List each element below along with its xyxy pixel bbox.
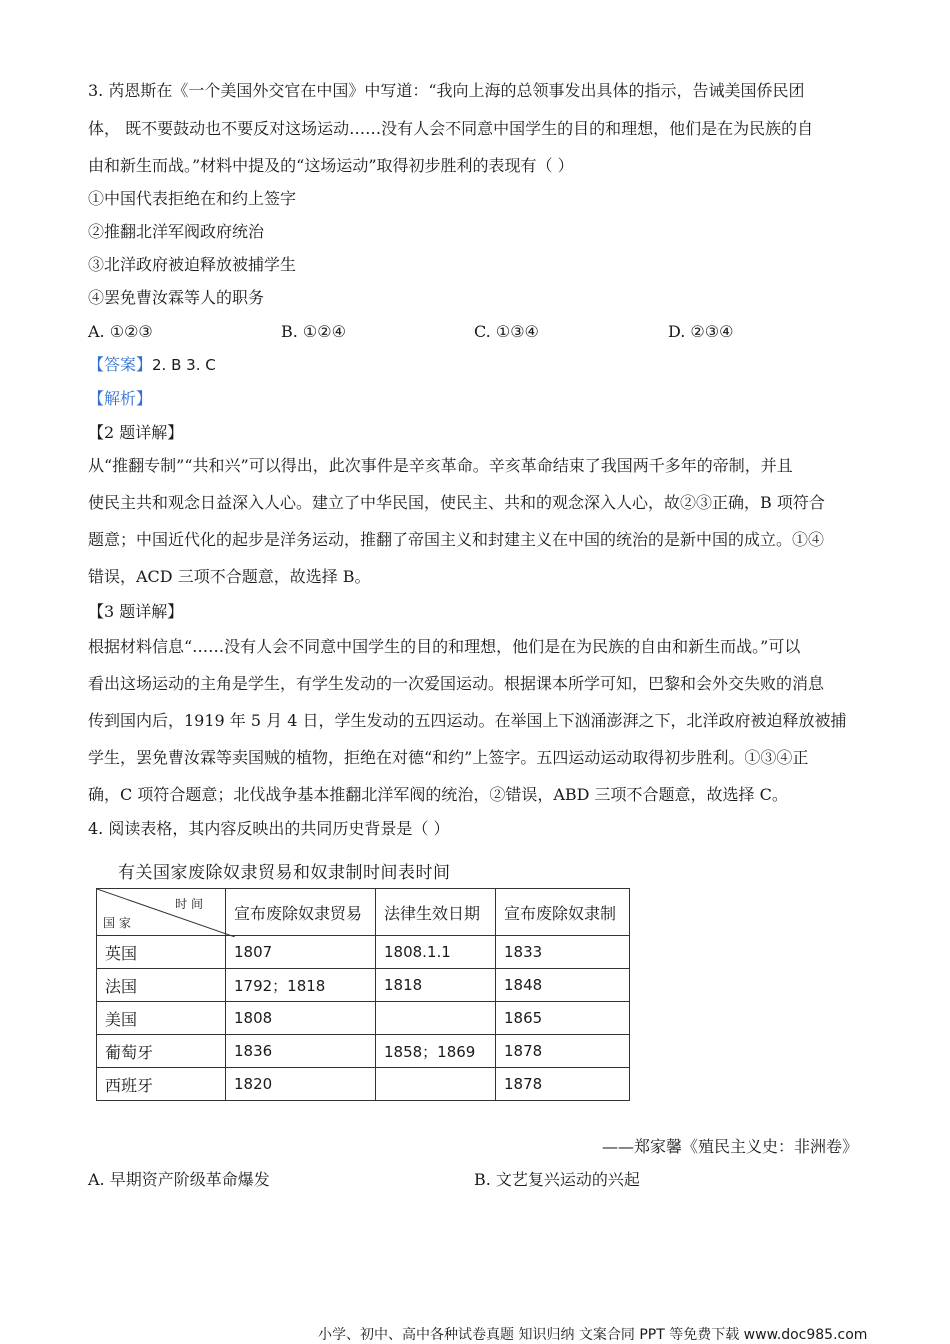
- q3-option-c: C. ①③④: [474, 322, 539, 341]
- table-cell: 1833: [496, 936, 630, 969]
- q3-detail-line-2: 看出这场运动的主角是学生，有学生发动的一次爱国运动。根据课本所学可知，巴黎和会外交失败的消息: [88, 674, 825, 693]
- page-footer: 小学、初中、高中各种试卷真题 知识归纳 文案合同 PPT 等免费下载 www.doc985.com: [318, 1327, 868, 1343]
- q3-stem-line-2: 体， 既不要鼓动也不要反对这场运动……没有人会不同意中国学生的目的和理想，他们是在为民族的自: [88, 119, 814, 138]
- table-cell: 1836: [226, 1035, 376, 1068]
- q4-option-a: A. 早期资产阶级革命爆发: [88, 1170, 270, 1189]
- table-cell: [376, 1068, 496, 1101]
- q2-detail-line-4: 错误，ACD 三项不合题意，故选择 B。: [88, 567, 371, 586]
- corner-label-time: 时 间: [175, 897, 203, 911]
- country-cell: 美国: [97, 1002, 226, 1035]
- table-cell: 1820: [226, 1068, 376, 1101]
- answer-text: 2. B 3. C: [152, 356, 216, 374]
- table-cell: 1807: [226, 936, 376, 969]
- header-effective-date: 法律生效日期: [376, 889, 496, 936]
- q2-detail-line-2: 使民主共和观念日益深入人心。建立了中华民国，使民主、共和的观念深入人心，故②③正确，B 项符合: [88, 493, 825, 512]
- table-cell: 1808: [226, 1002, 376, 1035]
- table-cell: [376, 1002, 496, 1035]
- table-row: [97, 1002, 630, 1035]
- q2-detail-line-3: 题意；中国近代化的起步是洋务运动，推翻了帝国主义和封建主义在中国的统治的是新中国的成立。①④: [88, 530, 825, 549]
- q2-detail-heading: 【2 题详解】: [88, 423, 184, 442]
- q3-item-4: ④罢免曹汝霖等人的职务: [88, 288, 265, 307]
- table-cell: 1858；1869: [376, 1035, 496, 1068]
- table-cell: 1818: [376, 969, 496, 1002]
- q3-detail-heading: 【3 题详解】: [88, 602, 184, 621]
- table-row: [97, 1068, 630, 1101]
- table-cell: 1808.1.1: [376, 936, 496, 969]
- table-header-row: [97, 889, 630, 936]
- q3-option-b: B. ①②④: [281, 322, 346, 341]
- answer-label: 【答案】: [88, 355, 153, 374]
- q3-detail-line-5: 确，C 项符合题意；北伐战争基本推翻北洋军阀的统治，②错误，ABD 三项不合题意，故选择 C。: [88, 785, 788, 804]
- country-cell: 英国: [97, 936, 226, 969]
- table-row: [97, 969, 630, 1002]
- q3-item-1: ①中国代表拒绝在和约上签字: [88, 189, 297, 208]
- q3-detail-line-4: 学生，罢免曹汝霖等卖国贼的植物，拒绝在对德“和约”上签字。五四运动运动取得初步胜利。①③④正: [88, 748, 809, 767]
- header-abolish-trade: 宣布废除奴隶贸易: [226, 889, 376, 936]
- table-cell: 1848: [496, 969, 630, 1002]
- country-cell: 西班牙: [97, 1068, 226, 1101]
- country-cell: 葡萄牙: [97, 1035, 226, 1068]
- q3-item-2: ②推翻北洋军阀政府统治: [88, 222, 265, 241]
- table-row: [97, 936, 630, 969]
- header-abolish-slavery: 宣布废除奴隶制: [496, 889, 630, 936]
- slavery-abolition-table: [96, 888, 630, 1101]
- table-cell: 1865: [496, 1002, 630, 1035]
- q3-option-d: D. ②③④: [668, 322, 734, 341]
- q2-detail-line-1: 从“推翻专制”“共和兴”可以得出，此次事件是辛亥革命。辛亥革命结束了我国两千多年的帝制，并且: [88, 456, 793, 475]
- q3-stem-line-3: 由和新生而战。”材料中提及的“这场运动”取得初步胜利的表现有（ ）: [88, 156, 574, 175]
- analysis-label: 【解析】: [88, 389, 153, 408]
- q3-item-3: ③北洋政府被迫释放被捕学生: [88, 255, 297, 274]
- q3-stem-line-1: 3. 芮恩斯在《一个美国外交官在中国》中写道：“我向上海的总领事发出具体的指示，告诫美国侨民团: [88, 81, 805, 100]
- table-cell: 1792；1818: [226, 969, 376, 1002]
- table-cell: 1878: [496, 1068, 630, 1101]
- table-title: 有关国家废除奴隶贸易和奴隶制时间表时间: [118, 863, 451, 883]
- q4-option-b: B. 文艺复兴运动的兴起: [474, 1170, 640, 1189]
- q3-option-a: A. ①②③: [88, 322, 153, 341]
- table-row: [97, 1035, 630, 1068]
- q4-stem: 4. 阅读表格，其内容反映出的共同历史背景是（ ）: [88, 819, 450, 838]
- table-source: ——郑家馨《殖民主义史：非洲卷》: [601, 1137, 858, 1156]
- country-cell: 法国: [97, 969, 226, 1002]
- corner-label-country: 国 家: [103, 916, 131, 930]
- q3-detail-line-1: 根据材料信息“……没有人会不同意中国学生的目的和理想，他们是在为民族的自由和新生而战。”可以: [88, 637, 801, 656]
- table-cell: 1878: [496, 1035, 630, 1068]
- q3-detail-line-3: 传到国内后，1919 年 5 月 4 日，学生发动的五四运动。在举国上下汹涌澎湃之下，北洋政府被迫释放被捕: [88, 711, 847, 730]
- answer-line: [88, 355, 216, 375]
- table-corner-cell: [97, 889, 226, 936]
